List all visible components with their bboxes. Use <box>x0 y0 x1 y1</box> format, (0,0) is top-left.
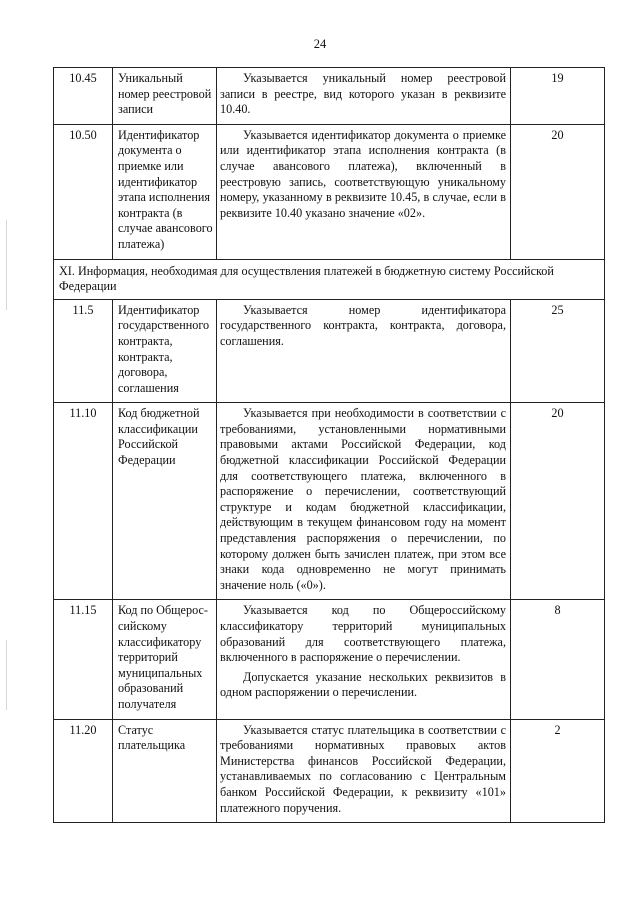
requisite-length: 19 <box>511 68 605 125</box>
requisite-code: 11.20 <box>54 719 113 823</box>
requisite-length: 2 <box>511 719 605 823</box>
requisite-code: 10.45 <box>54 68 113 125</box>
table-row <box>54 600 605 719</box>
scan-edge-mark <box>6 220 7 310</box>
requisite-code: 11.10 <box>54 403 113 600</box>
requisite-name: Уникальный номер реестровой записи <box>113 68 217 125</box>
page-number: 24 <box>313 37 327 51</box>
requisite-description <box>217 403 511 600</box>
scan-edge-mark <box>6 640 7 710</box>
section-title: XI. Информация, необходимая для осуществления платежей в бюджетную систему Российской Федерации <box>54 259 605 299</box>
description-paragraph: Указывается номер идентификатора государственного контракта, контракта, договора, соглашения. <box>220 302 506 348</box>
description-paragraph: Указывается уникальный номер реестровой записи в реестре, вид которого указан в реквизите 10.40. <box>220 71 506 117</box>
requisite-code: 11.5 <box>54 299 113 403</box>
requisite-name: Идентификатор документа о приемке или идентификатор этапа исполнения контракта (в случае авансового платежа) <box>113 124 217 259</box>
requisite-description <box>217 600 511 719</box>
description-paragraph: Указывается код по Общероссийскому классификатору территорий муниципальных образований для соответствующего платежа, включенного в распоряжение о перечислении. <box>220 603 506 665</box>
requisite-name: Код по Общерос-сийскому классификатору территорий муниципальных образований получателя <box>113 600 217 719</box>
description-paragraph: Указывается статус плательщика в соответствии с требованиями нормативных правовых актов Министерства финансов Российской Федерации, устанавливаемых по согласованию с Центральным банком Российской Федерации, к реквизиту «101» платежного поручения. <box>220 722 506 815</box>
description-paragraph: Указывается идентификатор документа о приемке или идентификатор этапа исполнения контракта (в случае авансового платежа), включенный в реестровую запись, соответствующую уникальному номеру, указанному в реквизите 10.45, в случае, если в реквизите 10.40 указано значение «02». <box>220 127 506 220</box>
requisite-name: Идентификатор государственного контракта, контракта, договора, соглашения <box>113 299 217 403</box>
table-row <box>54 68 605 125</box>
requisite-length: 8 <box>511 600 605 719</box>
description-paragraph: Указывается при необходимости в соответствии с требованиями, установленными нормативными правовыми актами Российской Федерации, код бюджетной классификации Российской Федерации для соответствующего платежа, включенного в распоряжение о перечислении, соответствующий структуре и кодам бюджетной классификации, действующим в текущем финансовом году на момент представления распоряжения о перечислении, по которому должен быть зачислен платеж, при этом все знаки кода одновременно не могут принимать значение ноль («0»). <box>220 406 506 592</box>
table-row <box>54 719 605 823</box>
requisite-description <box>217 124 511 259</box>
requisite-name: Статус плательщика <box>113 719 217 823</box>
requisite-description <box>217 719 511 823</box>
section-row <box>54 259 605 299</box>
requisite-name: Код бюджетной классификации Российской Федерации <box>113 403 217 600</box>
requisite-code: 11.15 <box>54 600 113 719</box>
requisites-table <box>53 67 605 823</box>
table-row <box>54 403 605 600</box>
requisite-length: 25 <box>511 299 605 403</box>
requisite-length: 20 <box>511 403 605 600</box>
requisite-description <box>217 299 511 403</box>
table-row <box>54 124 605 259</box>
table-row <box>54 299 605 403</box>
description-paragraph: Допускается указание нескольких реквизитов в одном распоряжении о перечислении. <box>220 669 506 700</box>
requisite-description <box>217 68 511 125</box>
requisite-length: 20 <box>511 124 605 259</box>
requisite-code: 10.50 <box>54 124 113 259</box>
